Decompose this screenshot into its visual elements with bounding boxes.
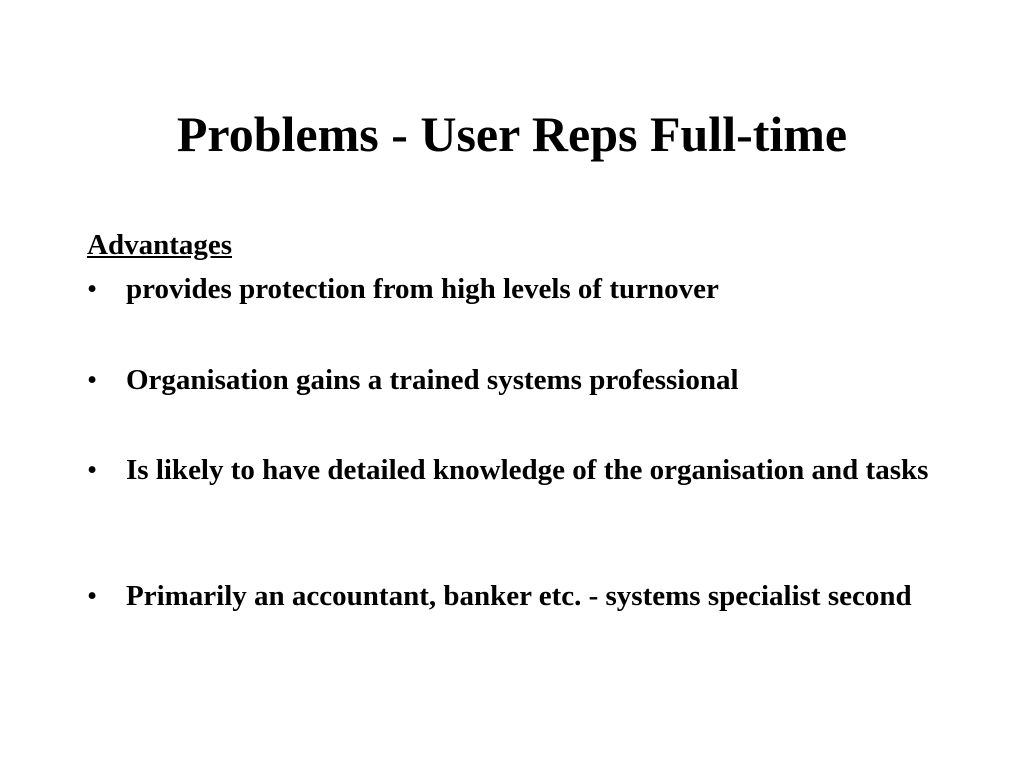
bullet-text: Primarily an accountant, banker etc. - systems specialist second [126,580,912,612]
bullet-glyph: • [87,454,98,486]
bullet-glyph: • [87,364,98,396]
bullet-text: Organisation gains a trained systems professional [126,364,739,396]
bullet-text: Is likely to have detailed knowledge of the organisation and tasks [126,454,929,486]
bullet-glyph: • [87,580,98,612]
bullet-item [87,271,947,308]
bullet-item [87,452,947,489]
bullet-text: provides protection from high levels of turnover [126,273,719,305]
bullet-glyph: • [87,273,98,305]
bullet-item [87,578,947,615]
bullet-item [87,362,947,399]
section-heading-advantages: Advantages [87,229,233,261]
slide-title: Problems - User Reps Full-time [176,106,848,162]
